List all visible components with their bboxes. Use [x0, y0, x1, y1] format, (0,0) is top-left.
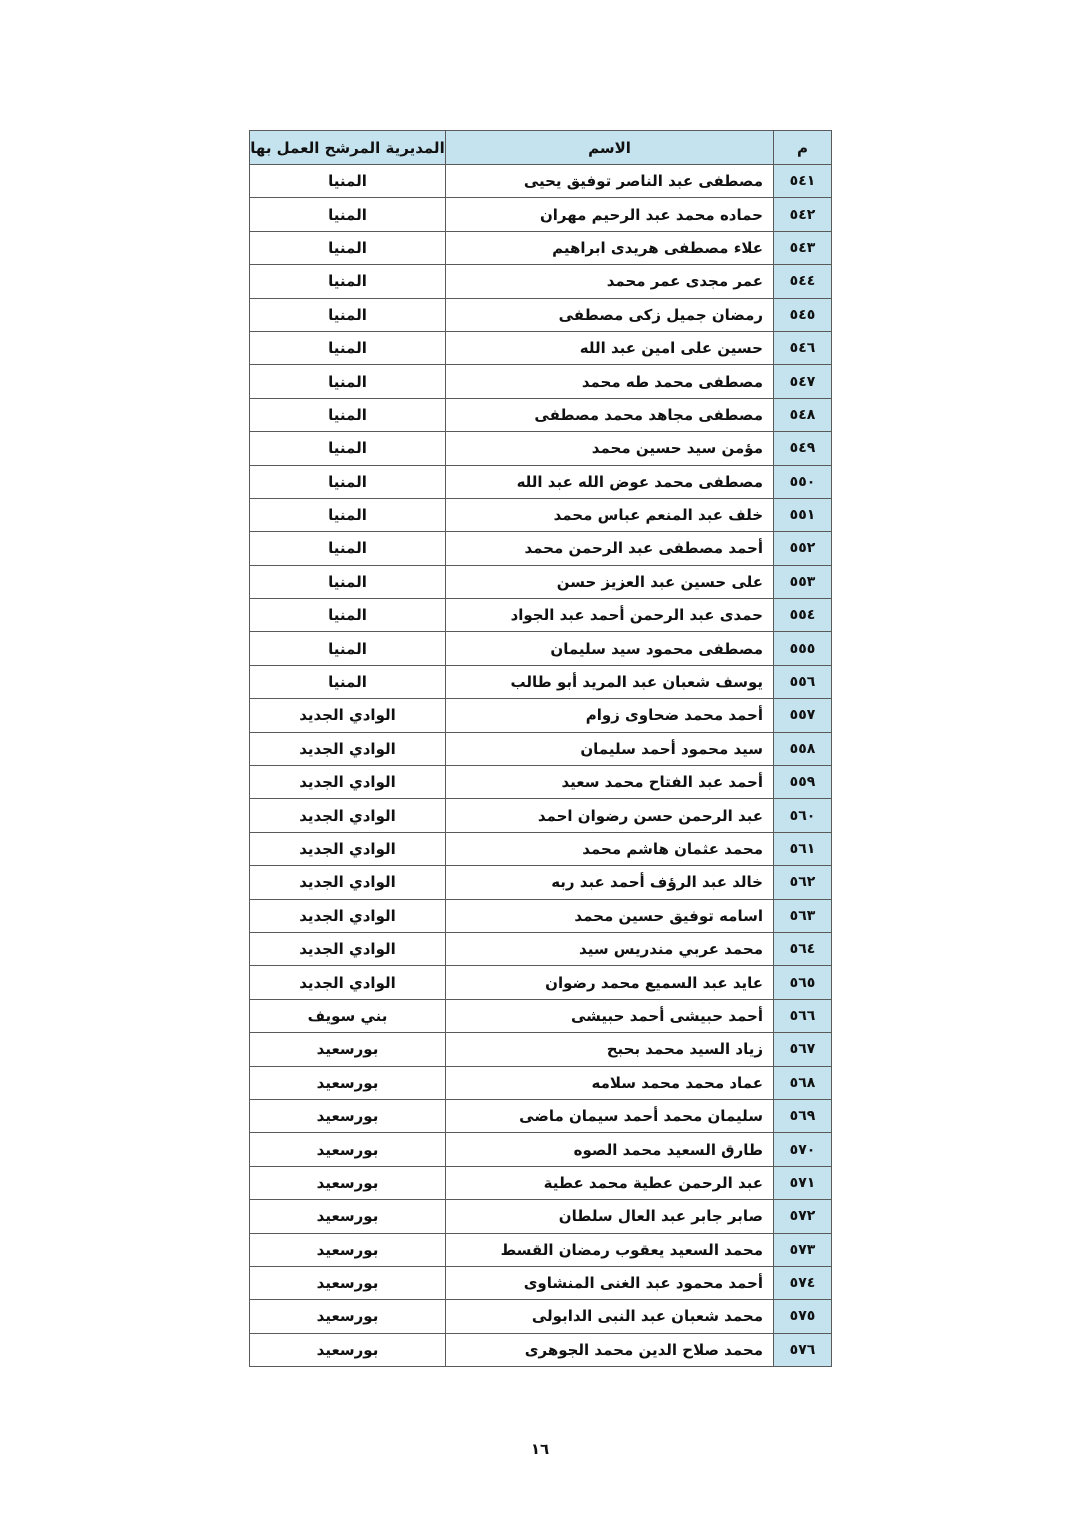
row-directorate: المنيا [250, 432, 446, 465]
row-number: ٥٧٤ [774, 1266, 832, 1299]
row-name: أحمد محمود عبد الغنى المنشاوى [446, 1266, 774, 1299]
row-name: خالد عبد الرؤف أحمد عبد ربه [446, 866, 774, 899]
table-row [250, 599, 832, 632]
table-row [250, 1200, 832, 1233]
row-number: ٥٥٨ [774, 732, 832, 765]
row-directorate: بورسعيد [250, 1099, 446, 1132]
row-number: ٥٦٤ [774, 932, 832, 965]
row-directorate: المنيا [250, 198, 446, 231]
candidates-table-container [249, 130, 831, 1367]
row-directorate: المنيا [250, 231, 446, 264]
row-directorate: بورسعيد [250, 1066, 446, 1099]
row-number: ٥٤٣ [774, 231, 832, 264]
table-row [250, 1266, 832, 1299]
row-number: ٥٦٩ [774, 1099, 832, 1132]
table-row [250, 1066, 832, 1099]
row-number: ٥٤١ [774, 165, 832, 198]
row-directorate: الوادي الجديد [250, 932, 446, 965]
row-directorate: بورسعيد [250, 1333, 446, 1366]
row-number: ٥٧٢ [774, 1200, 832, 1233]
row-number: ٥٧٥ [774, 1300, 832, 1333]
table-header-row [250, 131, 832, 165]
row-name: حماده محمد عبد الرحيم مهران [446, 198, 774, 231]
row-name: عايد عبد السميع محمد رضوان [446, 966, 774, 999]
table-row [250, 699, 832, 732]
row-number: ٥٧٣ [774, 1233, 832, 1266]
table-body [250, 165, 832, 1367]
table-row [250, 1166, 832, 1199]
table-row [250, 1300, 832, 1333]
table-row [250, 866, 832, 899]
table-row [250, 1333, 832, 1366]
table-row [250, 766, 832, 799]
row-number: ٥٤٥ [774, 298, 832, 331]
row-directorate: المنيا [250, 565, 446, 598]
row-directorate: بورسعيد [250, 1300, 446, 1333]
table-row [250, 932, 832, 965]
row-name: محمد عربي مندريس سيد [446, 932, 774, 965]
row-number: ٥٦٠ [774, 799, 832, 832]
row-number: ٥٥٥ [774, 632, 832, 665]
row-number: ٥٤٨ [774, 398, 832, 431]
row-number: ٥٥٩ [774, 766, 832, 799]
row-number: ٥٥٤ [774, 599, 832, 632]
table-row [250, 231, 832, 264]
row-name: محمد صلاح الدين محمد الجوهرى [446, 1333, 774, 1366]
row-name: سليمان محمد أحمد سيمان ماضى [446, 1099, 774, 1132]
row-number: ٥٤٧ [774, 365, 832, 398]
row-name: عمر مجدى عمر محمد [446, 265, 774, 298]
row-name: على حسين عبد العزيز حسن [446, 565, 774, 598]
page-number: ١٦ [530, 1440, 550, 1458]
row-directorate: المنيا [250, 532, 446, 565]
row-directorate: المنيا [250, 665, 446, 698]
row-number: ٥٦٧ [774, 1033, 832, 1066]
row-name: عبد الرحمن عطية محمد عطية [446, 1166, 774, 1199]
table-row [250, 165, 832, 198]
row-name: طارق السعيد محمد الصوه [446, 1133, 774, 1166]
row-number: ٥٥٣ [774, 565, 832, 598]
row-name: مصطفى محمد عوض الله عبد الله [446, 465, 774, 498]
row-name: سيد محمود أحمد سليمان [446, 732, 774, 765]
row-number: ٥٤٢ [774, 198, 832, 231]
table-row [250, 365, 832, 398]
row-directorate: الوادي الجديد [250, 732, 446, 765]
row-name: يوسف شعبان عبد المريد أبو طالب [446, 665, 774, 698]
row-number: ٥٧٦ [774, 1333, 832, 1366]
row-name: مصطفى مجاهد محمد مصطفى [446, 398, 774, 431]
row-directorate: بورسعيد [250, 1133, 446, 1166]
row-name: اسامه توفيق حسين محمد [446, 899, 774, 932]
row-directorate: الوادي الجديد [250, 832, 446, 865]
row-name: صابر جابر عبد العال سلطان [446, 1200, 774, 1233]
row-name: مصطفى محمد طه محمد [446, 365, 774, 398]
row-directorate: الوادي الجديد [250, 699, 446, 732]
row-directorate: المنيا [250, 398, 446, 431]
table-row [250, 465, 832, 498]
table-row [250, 1033, 832, 1066]
row-directorate: بورسعيد [250, 1033, 446, 1066]
table-row [250, 1133, 832, 1166]
row-directorate: المنيا [250, 599, 446, 632]
row-number: ٥٦٢ [774, 866, 832, 899]
table-row [250, 265, 832, 298]
table-row [250, 799, 832, 832]
row-name: مصطفى محمود سيد سليمان [446, 632, 774, 665]
row-directorate: بورسعيد [250, 1266, 446, 1299]
row-directorate: المنيا [250, 331, 446, 364]
table-row [250, 565, 832, 598]
table-row [250, 732, 832, 765]
table-row [250, 832, 832, 865]
table-row [250, 198, 832, 231]
row-directorate: المنيا [250, 498, 446, 531]
row-directorate: الوادي الجديد [250, 966, 446, 999]
table-row [250, 1099, 832, 1132]
row-number: ٥٧٠ [774, 1133, 832, 1166]
row-name: عبد الرحمن حسن رضوان احمد [446, 799, 774, 832]
table-row [250, 331, 832, 364]
row-name: زياد السيد محمد بحبح [446, 1033, 774, 1066]
table-row [250, 665, 832, 698]
row-name: مؤمن سيد حسين محمد [446, 432, 774, 465]
header-name: الاسم [446, 131, 774, 165]
row-number: ٥٦٦ [774, 999, 832, 1032]
row-name: أحمد عبد الفتاح محمد سعيد [446, 766, 774, 799]
table-row [250, 1233, 832, 1266]
row-name: حسين على امين عبد الله [446, 331, 774, 364]
row-directorate: بورسعيد [250, 1233, 446, 1266]
row-number: ٥٥٧ [774, 699, 832, 732]
row-name: أحمد مصطفى عبد الرحمن محمد [446, 532, 774, 565]
row-number: ٥٧١ [774, 1166, 832, 1199]
row-number: ٥٦٥ [774, 966, 832, 999]
row-directorate: الوادي الجديد [250, 766, 446, 799]
table-row [250, 999, 832, 1032]
row-name: رمضان جميل زكى مصطفى [446, 298, 774, 331]
row-directorate: الوادي الجديد [250, 899, 446, 932]
table-row [250, 298, 832, 331]
header-number: م [774, 131, 832, 165]
row-name: محمد السعيد يعقوب رمضان القسط [446, 1233, 774, 1266]
row-directorate: بورسعيد [250, 1200, 446, 1233]
row-number: ٥٥٢ [774, 532, 832, 565]
row-number: ٥٦٨ [774, 1066, 832, 1099]
row-name: محمد عثمان هاشم محمد [446, 832, 774, 865]
row-directorate: المنيا [250, 298, 446, 331]
row-name: أحمد حبيشى أحمد حبيشى [446, 999, 774, 1032]
table-row [250, 532, 832, 565]
row-name: مصطفى عبد الناصر توفيق يحيى [446, 165, 774, 198]
row-name: خلف عبد المنعم عباس محمد [446, 498, 774, 531]
header-directorate: المديرية المرشح العمل بها [250, 131, 446, 165]
row-number: ٥٤٦ [774, 331, 832, 364]
table-row [250, 432, 832, 465]
row-directorate: بورسعيد [250, 1166, 446, 1199]
row-number: ٥٦٣ [774, 899, 832, 932]
row-name: أحمد محمد ضحاوى زوام [446, 699, 774, 732]
row-directorate: المنيا [250, 465, 446, 498]
row-directorate: المنيا [250, 632, 446, 665]
row-name: عماد محمد محمد سلامه [446, 1066, 774, 1099]
row-number: ٥٤٩ [774, 432, 832, 465]
row-number: ٥٦١ [774, 832, 832, 865]
row-name: حمدى عبد الرحمن أحمد عبد الجواد [446, 599, 774, 632]
row-name: علاء مصطفى هريدى ابراهيم [446, 231, 774, 264]
table-row [250, 398, 832, 431]
row-directorate: المنيا [250, 265, 446, 298]
row-directorate: الوادي الجديد [250, 799, 446, 832]
table-row [250, 498, 832, 531]
candidates-table [249, 130, 832, 1367]
row-directorate: المنيا [250, 365, 446, 398]
table-row [250, 966, 832, 999]
row-number: ٥٥٦ [774, 665, 832, 698]
row-number: ٥٤٤ [774, 265, 832, 298]
table-row [250, 899, 832, 932]
row-name: محمد شعبان عبد النبى الدابولى [446, 1300, 774, 1333]
row-number: ٥٥١ [774, 498, 832, 531]
row-directorate: المنيا [250, 165, 446, 198]
row-directorate: بني سويف [250, 999, 446, 1032]
table-row [250, 632, 832, 665]
row-directorate: الوادي الجديد [250, 866, 446, 899]
row-number: ٥٥٠ [774, 465, 832, 498]
